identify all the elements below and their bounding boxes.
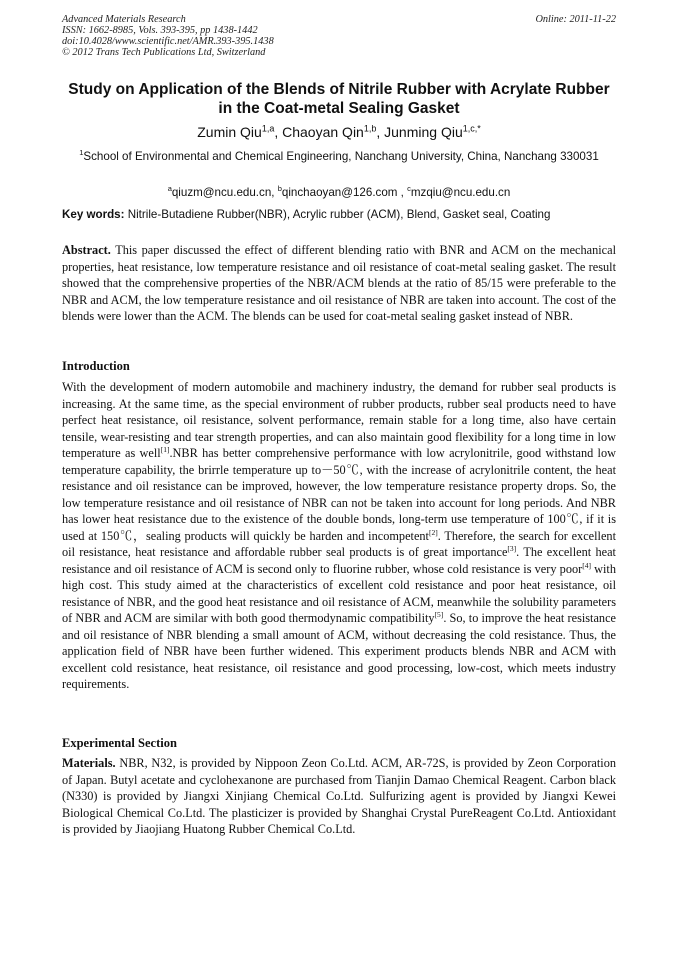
intro-text: With the development of modern automobile and machinery industry, the demand for rubber seal products is increasing. At the same time, as the special environment of rubber products, rubber seal products need to have perfect heat resistance, oil resistance, solvent performance, remain stable for a long time, also have certain tensile, wear-resisting and tear strength properties, and can also maintain good flexibility for a long time in low temperature as well bbox=[62, 380, 616, 460]
introduction-heading: Introduction bbox=[62, 359, 130, 373]
journal-header bbox=[62, 14, 616, 58]
email-a: qiuzm@ncu.edu.cn, bbox=[171, 186, 275, 199]
materials-label: Materials. bbox=[62, 756, 116, 770]
author-separator: , bbox=[274, 124, 283, 140]
intro-text: with high cost. This study aimed at the characteristics of excellent cold resistance and poor heat resistance, oil resistance of NBR, and the good heat resistance and oil resistance of ACM, meanwhile the solubility parameters of NBR and ACM are similar with both good thermodynamic compatibility bbox=[62, 561, 617, 625]
citation-ref: [4] bbox=[582, 560, 591, 570]
email-c: mzqiu@ncu.edu.cn bbox=[410, 186, 511, 199]
doi-line: doi:10.4028/www.scientific.net/AMR.393-395.1438 bbox=[62, 36, 274, 47]
paper-title: Study on Application of the Blends of Nitrile Rubber with Acrylate Rubber in the Coat-metal Sealing Gasket bbox=[68, 81, 610, 117]
author-name: Chaoyan Qin bbox=[282, 124, 364, 140]
experimental-heading: Experimental Section bbox=[62, 736, 177, 750]
copyright-line: © 2012 Trans Tech Publications Ltd, Switzerland bbox=[62, 47, 266, 58]
author-affiliation-mark: 1,b bbox=[363, 123, 377, 134]
email-b: qinchaoyan@126.com , bbox=[281, 186, 404, 199]
citation-ref: [5] bbox=[434, 609, 444, 619]
intro-text: .NBR has better comprehensive performance with low acrylonitrile, good withstand low temperature capability, the brirrle temperature up to－50℃, with the increase of acrylonitrile content, the heat resistance and oil resistance can be improved, however, the low temperature resistance property drops. So, the low temperature resistance and oil resistance of NBR can not be taken into account for long periods. And NBR has lower heat resistance due to the existence of the double bonds, long-term use temperature of 100℃, if it is used at 150℃，sealing products will quickly be harden and incompetent bbox=[62, 446, 616, 543]
email-mark: b bbox=[277, 184, 282, 194]
affiliation bbox=[62, 149, 616, 164]
abstract-label: Abstract. bbox=[62, 243, 111, 257]
affiliation-mark: 1 bbox=[79, 148, 84, 158]
author-emails bbox=[62, 185, 616, 200]
introduction-paragraph bbox=[62, 379, 616, 693]
author-list bbox=[62, 123, 616, 141]
citation-ref: [1] bbox=[160, 444, 170, 454]
journal-name: Advanced Materials Research bbox=[62, 14, 186, 25]
keywords bbox=[62, 207, 616, 222]
email-mark: a bbox=[167, 184, 172, 194]
citation-ref: [2] bbox=[428, 527, 438, 537]
author-affiliation-mark: 1,a bbox=[261, 123, 275, 134]
keywords-text: Nitrile-Butadiene Rubber(NBR), Acrylic rubber (ACM), Blend, Gasket seal, Coating bbox=[127, 208, 551, 221]
keywords-label: Key words: bbox=[62, 208, 125, 221]
intro-text: . Therefore, the search for excellent oil resistance, heat resistance and affordable rubber seal products is of great importance bbox=[62, 528, 616, 559]
affiliation-text: School of Environmental and Chemical Engineering, Nanchang University, China, Nanchang 330031 bbox=[83, 150, 599, 163]
author-affiliation-mark: 1,c,* bbox=[462, 123, 481, 134]
intro-text: . So, to improve the heat resistance and oil resistance of NBR blending a small amount of ACM, without decreasing the cold resistance. Thus, the application field of NBR have been further widened. This experiment products blends NBR and ACM with excellent cold resistance, heat resistance, oil resistance and good processing, low-cost, which meets industry requirements. bbox=[62, 611, 617, 691]
materials-paragraph bbox=[62, 755, 616, 838]
abstract-text: This paper discussed the effect of different blending ratio with BNR and ACM on the mechanical properties, heat resistance, low temperature resistance and oil resistance of coat-metal sealing gasket. The result showed that the comprehensive properties of the NBR/ACM blends at the ratio of 85/15 were preferable to the NBR and ACM, the low temperature resistance and oil resistance of NBR are taken into account. The cost of the blends were lower than the ACM. The blends can be used for coat-metal sealing gasket instead of NBR. bbox=[62, 243, 616, 323]
abstract bbox=[62, 242, 616, 325]
author-separator: , bbox=[376, 124, 385, 140]
intro-text: . The excellent heat resistance and oil resistance of ACM is second only to fluorine rubber, whose cold resistance is very poor bbox=[62, 545, 616, 576]
author-name: Zumin Qiu bbox=[197, 124, 262, 140]
online-date: Online: 2011-11-22 bbox=[535, 14, 616, 25]
email-mark: c bbox=[407, 184, 411, 194]
issn-line: ISSN: 1662-8985, Vols. 393-395, pp 1438-1442 bbox=[62, 25, 258, 36]
author-name: Junming Qiu bbox=[384, 124, 463, 140]
citation-ref: [3] bbox=[507, 543, 517, 553]
materials-text: NBR, N32, is provided by Nippoon Zeon Co.Ltd. ACM, AR-72S, is provided by Zeon Corporation of Japan. Butyl acetate and cyclohexanone are purchased from Tianjin Damao Chemical Reagent. Carbon black (N330) is provided by Jiangxi Xinjiang Chemical Co.Ltd. Sulfurizing agent is provided by Jiangxi Kewei Biological Chemical Co.Ltd. The plasticizer is provided by Shanghai Crystal PureReagent Co.Ltd. Antioxidant is provided by Jiaojiang Huatong Rubber Chemical Co.Ltd. bbox=[62, 756, 617, 836]
